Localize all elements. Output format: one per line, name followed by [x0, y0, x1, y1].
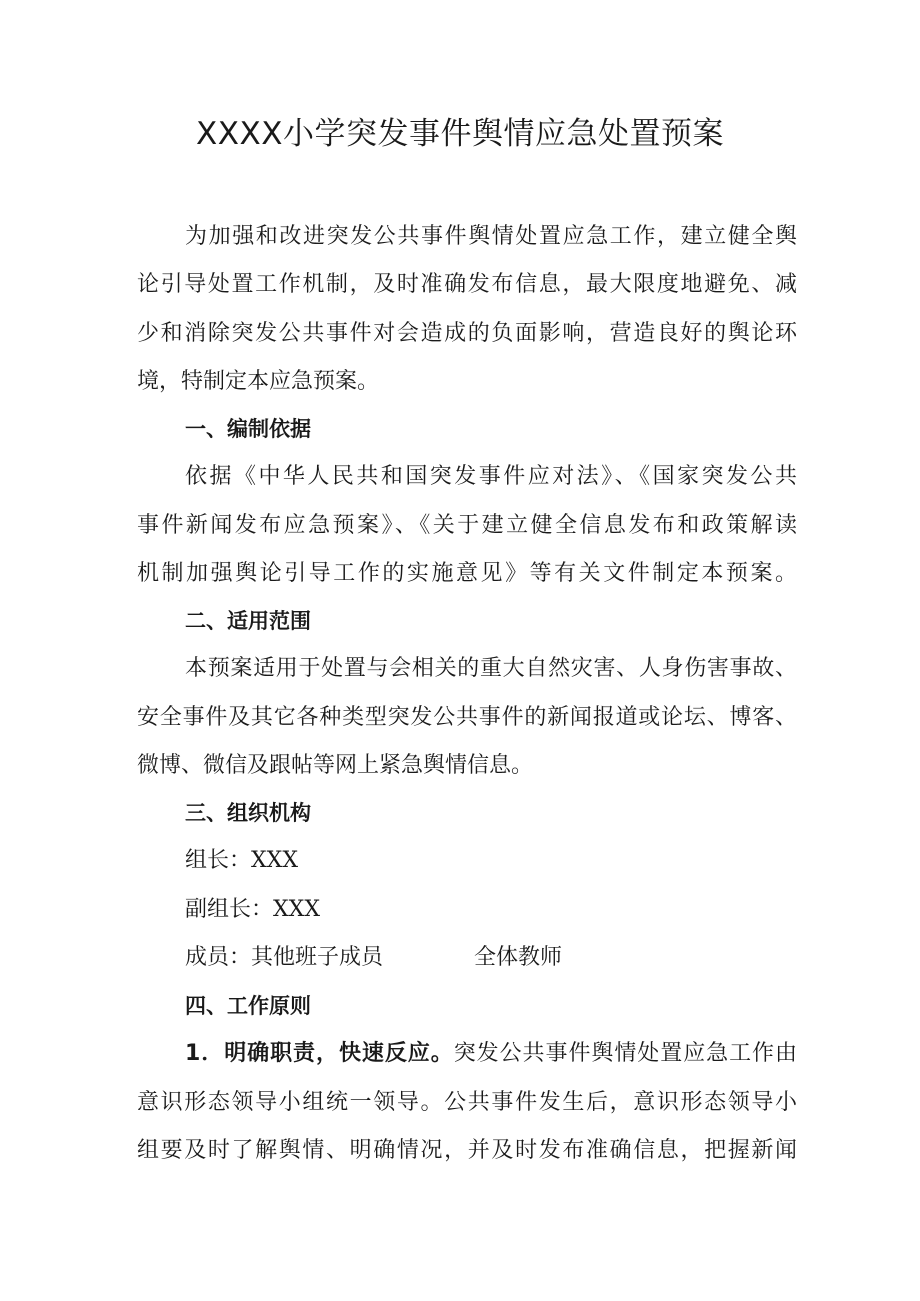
section-heading-scope: 二、适用范围 [185, 609, 311, 633]
members-label: 成员：其他班子成员 [185, 945, 384, 970]
members-line [185, 942, 797, 974]
section-heading-principles: 四、工作原则 [185, 994, 311, 1018]
deputy-leader-line: 副组长：XXX [185, 897, 320, 922]
intro-line-1: 为加强和改进突发公共事件舆情处置应急工作，建立健全舆 [185, 224, 797, 249]
scope-line-3: 微博、微信及跟帖等网上紧急舆情信息。 [137, 753, 534, 778]
basis-line-1: 依据《中华人民共和国突发事件应对法》、《国家突发公共 [185, 464, 797, 489]
principle-item-title: 1．明确职责，快速反应。 [185, 1041, 454, 1066]
principle-item-text: 突发公共事件舆情处置应急工作由 [453, 1041, 797, 1066]
scope-line-2: 安全事件及其它各种类型突发公共事件的新闻报道或论坛、博客、 [137, 705, 797, 730]
principle-line-1 [185, 1038, 797, 1070]
leader-line: 组长：XXX [185, 848, 298, 873]
intro-line-2: 论引导处置工作机制，及时准确发布信息，最大限度地避免、减 [137, 272, 797, 297]
principle-line-3: 组要及时了解舆情、明确情况，并及时发布准确信息，把握新闻 [137, 1138, 797, 1163]
principle-line-2: 意识形态领导小组统一领导。公共事件发生后，意识形态领导小 [137, 1090, 797, 1115]
document-title: XXXX小学突发事件舆情应急处置预案 [196, 116, 724, 152]
members-extra: 全体教师 [474, 945, 563, 970]
basis-line-2: 事件新闻发布应急预案》、《关于建立健全信息发布和政策解读 [137, 513, 797, 538]
scope-line-1: 本预案适用于处置与会相关的重大自然灾害、人身伤害事故、 [185, 656, 797, 681]
intro-line-4: 境，特制定本应急预案。 [137, 369, 380, 394]
basis-line-3: 机制加强舆论引导工作的实施意见》等有关文件制定本预案。 [137, 561, 797, 586]
section-heading-organization: 三、组织机构 [185, 801, 311, 825]
section-heading-basis: 一、编制依据 [185, 417, 311, 441]
intro-line-3: 少和消除突发公共事件对会造成的负面影响，营造良好的舆论环 [137, 321, 797, 346]
